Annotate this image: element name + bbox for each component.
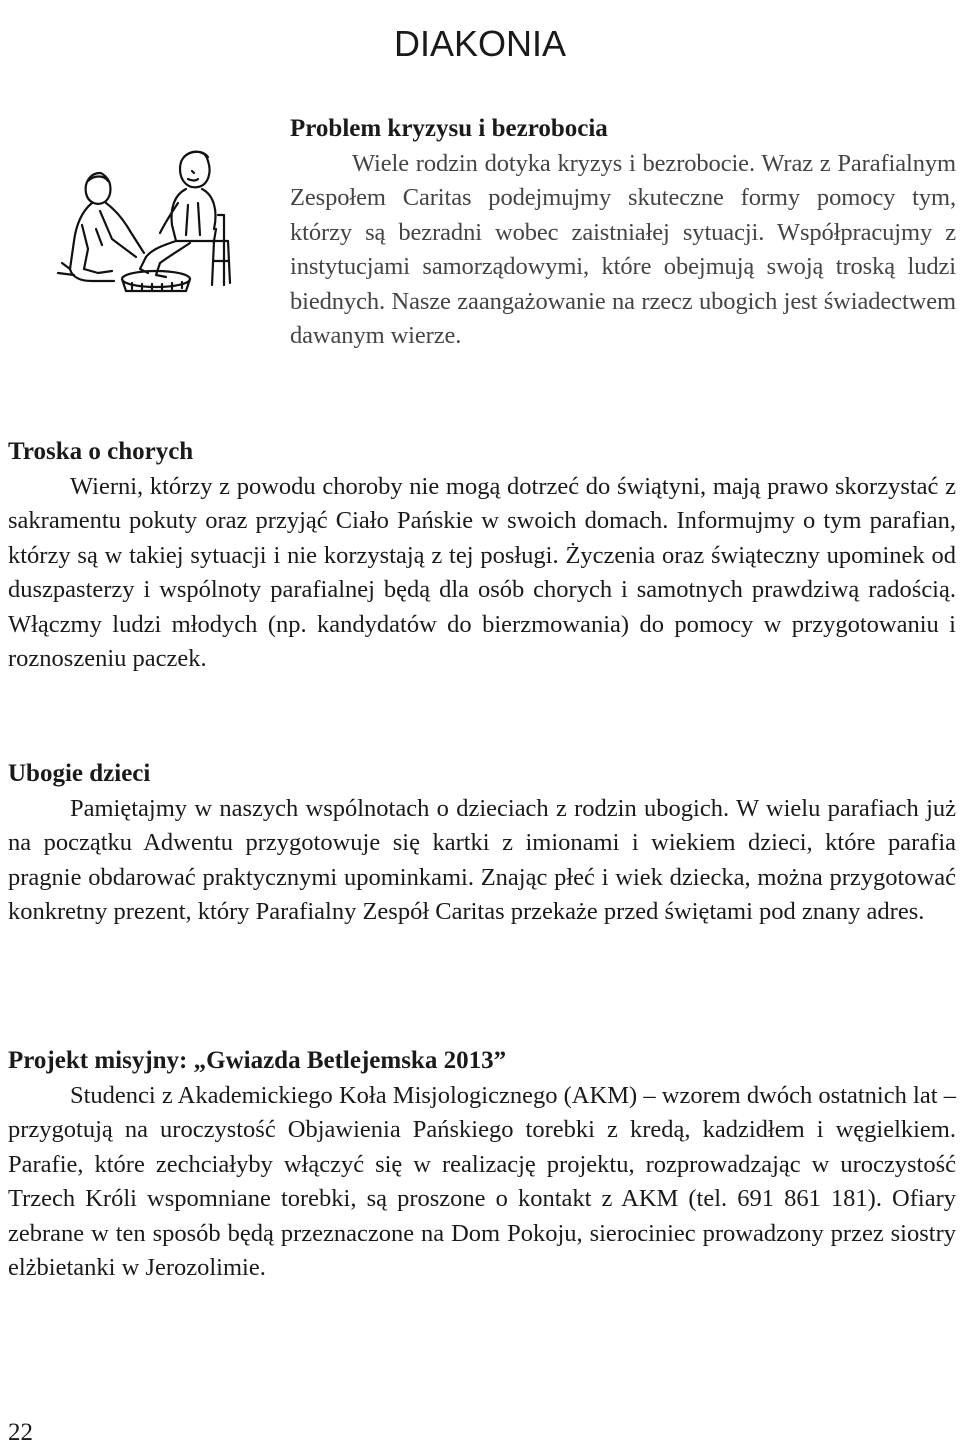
section-crisis-unemployment — [290, 112, 956, 354]
section-body: Wierni, którzy z powodu choroby nie mogą dotrzeć do świątyni, mają prawo skorzystać z sakramentu pokuty oraz przyjąć Ciało Pańskie w swoich domach. Informujmy o tym parafian, którzy są w takiej sytuacji i nie korzystają z tej posługi. Życzenia oraz świąteczny upominek od duszpasterzy i wspólnoty parafialnej będą dla osób chorych i samotnych prawdziwą radością. Włączmy ludzi młodych (np. kandydatów do bierzmowania) do pomocy w przygotowaniu i roznoszeniu paczek. — [8, 472, 956, 672]
foot-washing-illustration — [52, 145, 234, 295]
section-heading: Projekt misyjny: „Gwiazda Betlejemska 2013” — [8, 1047, 507, 1074]
section-body: Wiele rodzin dotyka kryzys i bezrobocie. Wraz z Parafialnym Zespołem Caritas podejmujmy skuteczne formy pomocy tym, którzy są bezradni wobec zaistniałej sytuacji. Współpracujmy z instytucjami samorządowymi, które obejmują swoją troską ludzi biednych. Nasze zaangażowanie na rzecz ubogich jest świadectwem dawanym wierze. — [290, 149, 956, 349]
page-title: DIAKONIA — [393, 23, 567, 65]
section-poor-children — [8, 757, 956, 930]
section-heading: Problem kryzysu i bezrobocia — [290, 115, 608, 142]
page-number: 22 — [8, 1419, 33, 1446]
section-heading: Ubogie dzieci — [8, 760, 151, 787]
section-body: Studenci z Akademickiego Koła Misjologicznego (AKM) – wzorem dwóch ostatnich lat – przygotują na uroczystość Objawienia Pańskiego torebki z kredą, kadzidłem i węgielkiem. Parafie, które zechciałyby włączyć się w realizację projektu, rozprowadzając w uroczystość Trzech Króli wspomniane torebki, są proszone o kontakt z AKM (tel. 691 861 181). Ofiary zebrane w ten sposób będą przeznaczone na Dom Pokoju, sierociniec prowadzony przez siostry elżbietanki w Jerozolimie. — [8, 1081, 956, 1281]
section-heading: Troska o chorych — [8, 438, 194, 465]
section-care-for-sick — [8, 435, 956, 677]
section-body: Pamiętajmy w naszych wspólnotach o dzieciach z rodzin ubogich. W wielu parafiach już na początku Adwentu przygotowuje się kartki z imionami i wiekiem dzieci, które parafia pragnie obdarować praktycznymi upominkami. Znając płeć i wiek dziecka, można przygotować konkretny prezent, który Parafialny Zespół Caritas przekaże przed świętami pod znany adres. — [8, 794, 956, 925]
section-mission-project — [8, 1044, 956, 1286]
